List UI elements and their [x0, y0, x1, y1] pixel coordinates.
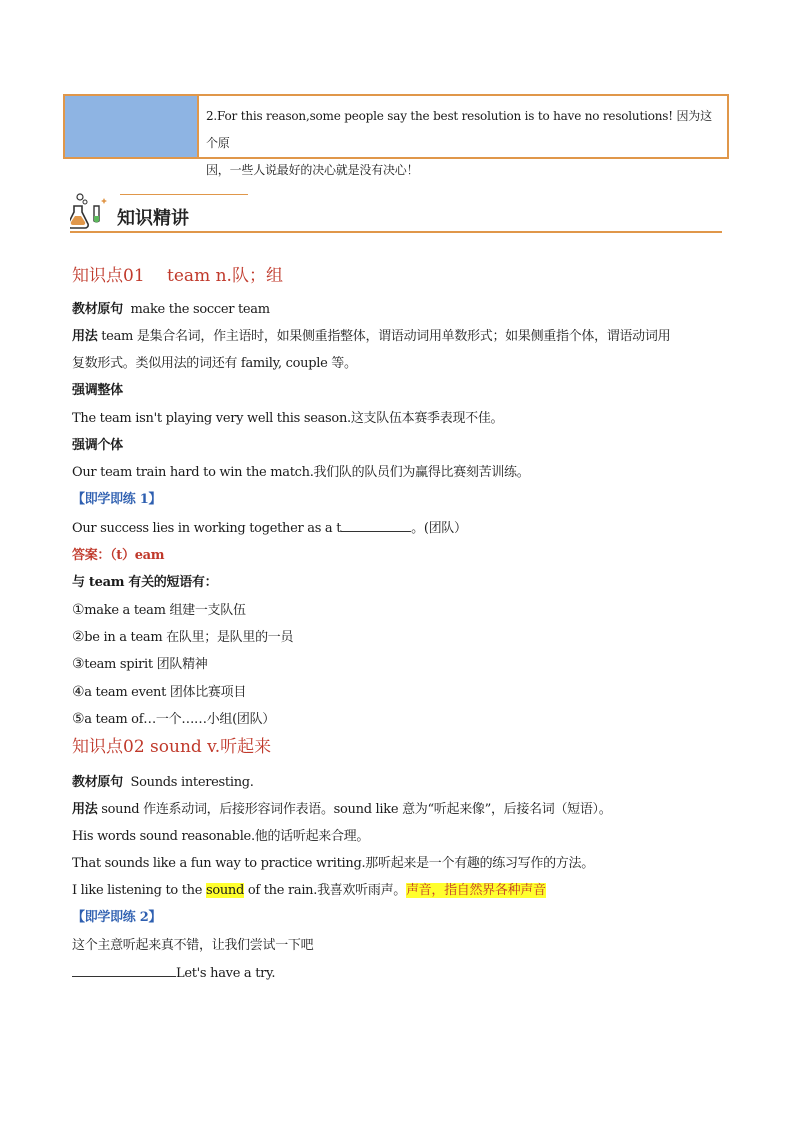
kp2-usage-text: sound 作连系动词，后接形容词作表语。sound like 意为“听起来像”，后接名词（短语）。: [101, 802, 612, 817]
kp1-practice-line: [72, 518, 467, 539]
sentence-chinese-1: 因为这个原: [206, 109, 712, 150]
phrase-number: ③: [72, 656, 85, 672]
kp1-source-line: [72, 300, 270, 320]
kp2-practice-label: 【即学即练 2】: [72, 910, 162, 925]
phrase-number: ②: [72, 629, 85, 645]
kp1-usage-text-2: 复数形式。类似用法的词还有 family, couple 等。: [72, 356, 357, 371]
kp1-individual-example: Our team train hard to win the match.我们队的队员们为赢得比赛刻苦训练。: [72, 465, 530, 480]
top-table: [63, 94, 729, 177]
kp1-usage-text-1: team 是集合名词，作主语时，如果侧重指整体，谓语动词用单数形式；如果侧重指个体，谓语动词用: [101, 329, 671, 344]
kp2-practice-line: [72, 963, 275, 984]
phrase-item: [72, 600, 246, 621]
phrase-item: [72, 682, 246, 703]
kp2-source-text: Sounds interesting.: [130, 775, 254, 790]
phrase-text: be in a team 在队里；是队里的一员: [84, 630, 294, 645]
kp2-source-line: [72, 773, 254, 793]
kp1-phrases-label: 与 team 有关的短语有：: [72, 575, 218, 590]
phrase-item: [72, 627, 293, 648]
section-title: 知识精讲: [117, 208, 189, 229]
kp1-answer: 答案：（t）eam: [72, 548, 165, 563]
kp2-practice-cn: 这个主意听起来真不错，让我们尝试一下吧: [72, 938, 314, 953]
kp2-example-3-highlight: sound: [205, 883, 245, 898]
kp2-usage-line: [72, 800, 611, 820]
kp1-practice-tail: 。(团队）: [411, 521, 467, 536]
kp1-whole-label: 强调整体: [72, 383, 123, 398]
kp1-practice-label: 【即学即练 1】: [72, 492, 162, 507]
phrase-text: a team event 团体比赛项目: [84, 685, 247, 700]
kp1-source-label: 教材原句: [72, 302, 123, 317]
sentence-english: 2.For this reason,some people say the best resolution is to have no resolutions!: [206, 109, 673, 123]
kp1-whole-example: The team isn't playing very well this season.这支队伍本赛季表现不佳。: [72, 411, 504, 426]
kp2-example-3-pre: I like listening to the: [72, 883, 206, 898]
table-cell-text: [199, 96, 727, 177]
kp1-usage-line-1: [72, 327, 670, 347]
kp2-example-2: That sounds like a fun way to practice writing.那听起来是一个有趣的练习写作的方法。: [72, 856, 594, 871]
phrase-text: team spirit 团队精神: [84, 657, 208, 672]
kp2-example-3-note: 声音，指自然界各种声音: [405, 883, 546, 898]
phrase-item: [72, 709, 275, 730]
kp2-example-3-post: of the rain.我喜欢听雨声。: [244, 883, 406, 898]
kp2-example-1: His words sound reasonable.他的话听起来合理。: [72, 829, 370, 844]
kp1-answer-blank[interactable]: [341, 518, 411, 532]
kp2-answer-blank[interactable]: [72, 963, 176, 977]
kp2-source-label: 教材原句: [72, 775, 123, 790]
header-top-rule: [120, 194, 248, 195]
kp1-individual-label: 强调个体: [72, 438, 123, 453]
phrase-text: make a team 组建一支队伍: [84, 603, 246, 618]
kp2-usage-label: 用法: [72, 802, 98, 817]
sentence-chinese-2: 因，一些人说最好的决心就是没有决心！: [206, 163, 419, 177]
phrase-number: ①: [72, 602, 85, 618]
phrase-number: ⑤: [72, 711, 85, 727]
header-bottom-rule: [70, 231, 722, 233]
kp2-practice-tail: Let's have a try.: [176, 966, 276, 981]
kp1-usage-label: 用法: [72, 329, 98, 344]
phrase-item: [72, 654, 207, 675]
flask-icon: [70, 192, 116, 232]
kp1-source-text: make the soccer team: [130, 302, 270, 317]
table-cell-blue: [65, 96, 199, 157]
kp1-practice-text: Our success lies in working together as a t: [72, 521, 342, 536]
kp2-example-3: [72, 881, 546, 901]
phrase-number: ④: [72, 684, 85, 700]
kp1-title: 知识点01 team n.队；组: [72, 266, 283, 286]
section-header: [70, 192, 722, 234]
phrase-text: a team of…一个……小组(团队）: [84, 712, 275, 727]
kp2-title: 知识点02 sound v.听起来: [72, 737, 272, 757]
